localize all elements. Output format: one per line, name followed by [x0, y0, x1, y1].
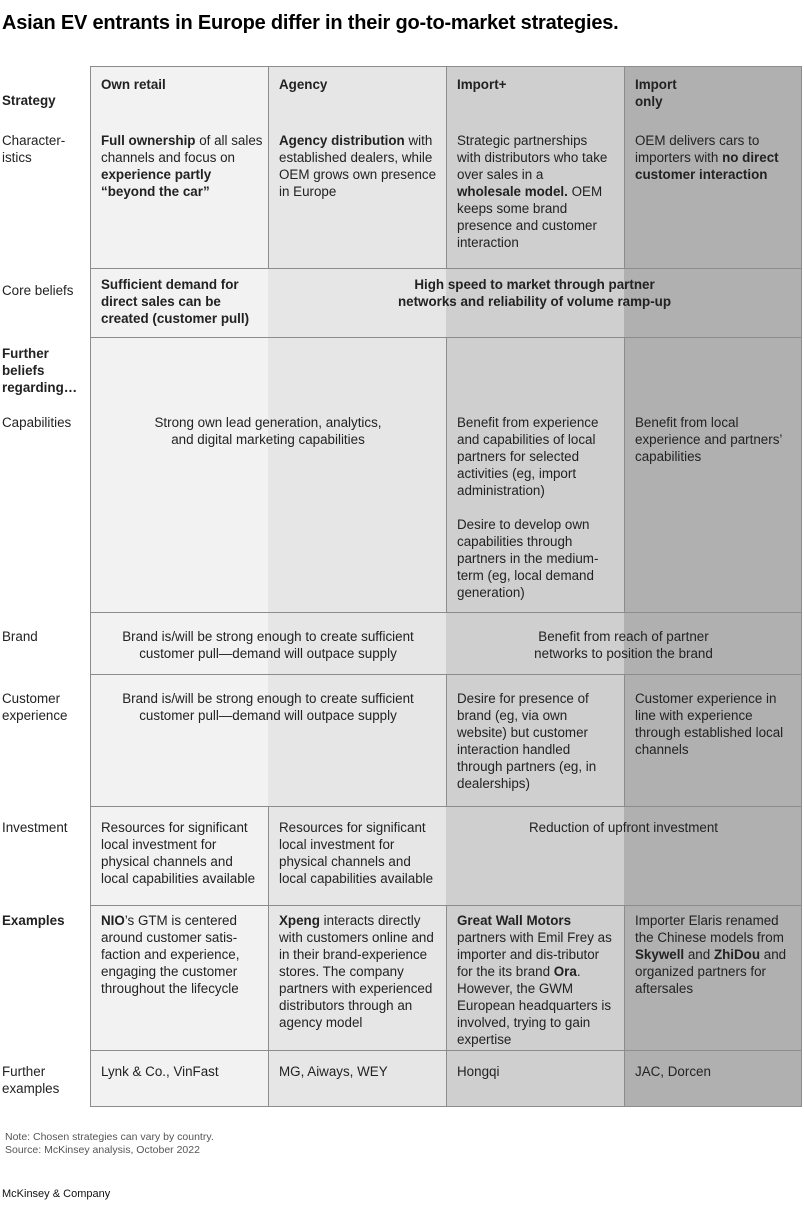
brand-own-retail-agency: Brand is/will be strong enough to create sufficient customer pull—demand will outpace supply [122, 629, 414, 661]
examples-import-only-bold-1: Skywell [635, 947, 685, 962]
row-label-brand: Brand [2, 629, 38, 644]
row-label-customer-experience: Customer experience [2, 691, 68, 723]
strategy-header-import-only: Import only [635, 77, 677, 109]
column-divider [446, 66, 447, 268]
row-divider [90, 1050, 801, 1051]
examples-agency [279, 912, 441, 1031]
characteristics-import-only-bold: no direct customer interaction [635, 150, 779, 182]
page-title: Asian EV entrants in Europe differ in their go-to-market strategies. [2, 12, 619, 34]
further-examples-agency: MG, Aiways, WEY [279, 1064, 388, 1079]
footnote-source: Source: McKinsey analysis, October 2022 [5, 1144, 200, 1156]
column-divider [624, 674, 625, 806]
characteristics-own-retail-bold-1: Full ownership [101, 133, 196, 148]
characteristics-import-plus-text-1: Strategic partnerships with distributors who take over sales in a [457, 133, 608, 182]
row-divider [90, 905, 801, 906]
capabilities-own-retail-agency: Strong own lead generation, analytics, and digital marketing capabilities [154, 415, 382, 447]
customer-experience-import-only: Customer experience in line with experience through established local channels [635, 691, 784, 757]
characteristics-agency-text: with established dealers, while OEM grows own presence in Europe [279, 133, 437, 199]
examples-import-only [635, 912, 795, 997]
examples-import-only-text-1: Importer Elaris renamed the Chinese models from [635, 913, 784, 945]
examples-own-retail-text: ’s GTM is centered around customer satis-faction and experience, engaging the customer throughout the lifecycle [101, 913, 240, 996]
characteristics-import-plus-bold: wholesale model. [457, 184, 568, 199]
examples-agency-bold: Xpeng [279, 913, 320, 928]
characteristics-own-retail-text: of all sales channels and focus on [101, 133, 263, 165]
examples-import-plus-bold-1: Great Wall Motors [457, 913, 572, 928]
capabilities-import-plus-1: Benefit from experience and capabilities of local partners for selected activities (eg, import administration) [457, 415, 599, 498]
examples-import-only-text-2: and [684, 947, 714, 962]
characteristics-import-only [635, 132, 795, 183]
table-border-bottom [90, 1106, 801, 1107]
customer-experience-import-plus: Desire for presence of brand (eg, via own website) but customer interaction handled through partners (eg, in dealerships) [457, 691, 597, 791]
table-border-top [90, 66, 801, 67]
strategy-header-own-retail: Own retail [101, 77, 166, 92]
investment-own-retail: Resources for significant local investment for physical channels and local capabilities available [101, 820, 256, 886]
row-divider [90, 612, 801, 613]
examples-import-plus-text-1: partners with Emil Frey as importer and dis-tributor for the its brand [457, 930, 612, 979]
row-label-capabilities: Capabilities [2, 415, 72, 430]
examples-import-plus-bold-2: Ora [553, 964, 577, 979]
row-label-further-beliefs: Further beliefs regarding… [2, 346, 78, 395]
core-beliefs-partner-strategies: High speed to market through partner networks and reliability of volume ramp-up [397, 277, 672, 309]
column-divider [446, 674, 447, 806]
investment-agency: Resources for significant local investment for physical channels and local capabilities available [279, 820, 434, 886]
characteristics-own-retail-bold-2: experience partly “beyond the car” [101, 167, 212, 199]
row-label-examples: Examples [2, 913, 65, 928]
table-border-left [90, 66, 91, 1107]
row-divider [90, 337, 801, 338]
column-divider [268, 806, 269, 1107]
brand-name: McKinsey & Company [2, 1188, 111, 1200]
examples-own-retail [101, 912, 257, 997]
brand-import-strategies: Benefit from reach of partner networks to position the brand [534, 629, 713, 661]
characteristics-import-only-text: OEM delivers cars to importers with [635, 133, 760, 165]
examples-import-only-bold-2: ZhiDou [713, 947, 761, 962]
column-divider [446, 1050, 447, 1107]
capabilities-import-plus-2: Desire to develop own capabilities through partners in the medium-term (eg, local demand generation) [457, 517, 599, 600]
examples-import-only-text-3: and organized partners for aftersales [635, 947, 787, 996]
characteristics-import-plus-text-2: OEM keeps some brand presence and customer interaction [457, 184, 603, 250]
column-divider [624, 905, 625, 1107]
examples-agency-text: interacts directly with customers online and in their brand-experience stores. The company partners with experienced distributors through an agency model [279, 913, 434, 1030]
row-label-characteristics: Character- istics [2, 133, 66, 165]
customer-experience-own-retail-agency: Brand is/will be strong enough to create sufficient customer pull—demand will outpace supply [122, 691, 414, 723]
column-divider [624, 337, 625, 612]
characteristics-import-plus [457, 132, 611, 251]
row-divider [90, 268, 801, 269]
footnote-note: Note: Chosen strategies can vary by country. [5, 1131, 214, 1143]
examples-own-retail-bold: NIO [101, 913, 125, 928]
row-label-core-beliefs: Core beliefs [2, 283, 74, 298]
row-divider [90, 674, 801, 675]
characteristics-agency-bold: Agency distribution [279, 133, 405, 148]
row-label-strategy: Strategy [2, 93, 56, 108]
core-beliefs-own-retail: Sufficient demand for direct sales can be created (customer pull) [101, 277, 250, 326]
examples-import-plus [457, 912, 615, 1048]
characteristics-own-retail [101, 132, 267, 200]
examples-import-plus-text-2: . However, the GWM European headquarters is involved, trying to gain expertise [457, 964, 612, 1047]
investment-import-strategies: Reduction of upfront investment [528, 820, 719, 835]
further-examples-own-retail: Lynk & Co., VinFast [101, 1064, 219, 1079]
column-divider [446, 337, 447, 612]
strategy-header-import-plus: Import+ [457, 77, 507, 92]
capabilities-import-only: Benefit from local experience and partners’ capabilities [635, 415, 782, 464]
column-divider [446, 905, 447, 1050]
column-divider [624, 66, 625, 268]
strategy-header-agency: Agency [279, 77, 328, 92]
column-divider [268, 66, 269, 268]
table-border-right [801, 66, 802, 1107]
further-examples-import-only: JAC, Dorcen [635, 1064, 711, 1079]
characteristics-agency [279, 132, 441, 200]
further-examples-import-plus: Hongqi [457, 1064, 500, 1079]
row-label-further-examples: Further examples [2, 1064, 60, 1096]
row-label-investment: Investment [2, 820, 68, 835]
row-divider [90, 806, 801, 807]
